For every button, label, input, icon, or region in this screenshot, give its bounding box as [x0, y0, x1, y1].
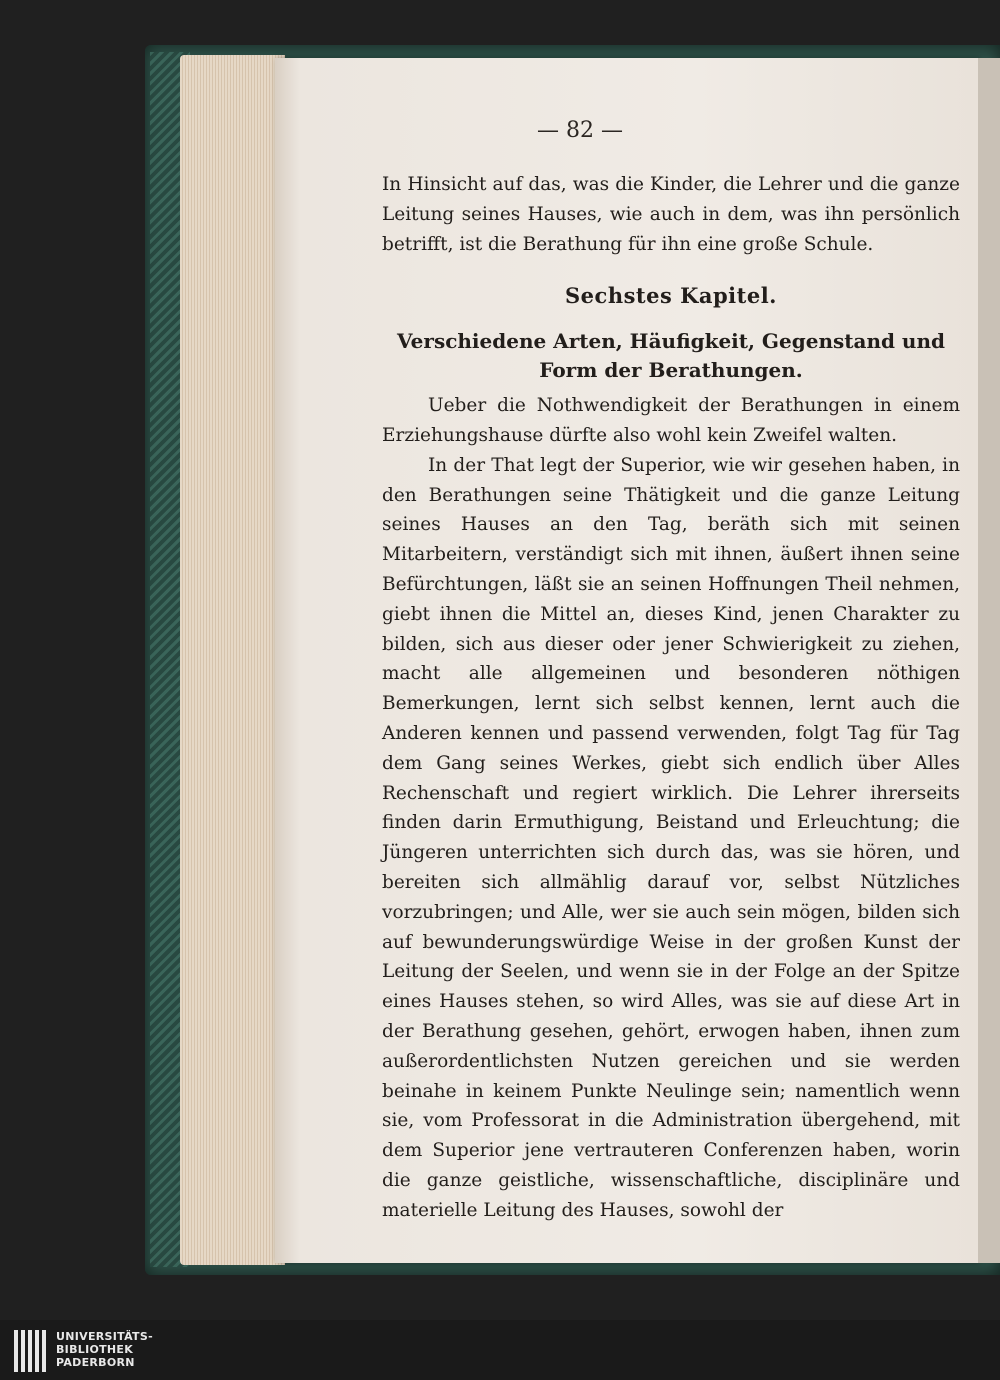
- chapter-title: Sechstes Kapitel.: [565, 283, 777, 309]
- paragraph-1: Ueber die Nothwendigkeit der Berathungen in einem Erziehungshause dürfte also wohl kein Zweifel walten.: [382, 395, 960, 446]
- page-number: — 82 —: [537, 118, 623, 143]
- library-logo-text: [56, 1330, 153, 1369]
- page-stack-edges: [180, 55, 285, 1265]
- logo-line-3: PADERBORN: [56, 1356, 135, 1369]
- logo-line-1: UNIVERSITÄTS-: [56, 1330, 153, 1343]
- logo-line-2: BIBLIOTHEK: [56, 1343, 134, 1356]
- library-logo-icon: [14, 1330, 50, 1372]
- paragraph-2: In der That legt der Superior, wie wir gesehen haben, in den Berathungen seine Thätigkeit und die ganze Leitung seines Hauses an den Tag, beräth sich mit seinen Mitarbeitern, verständigt sich mit ihnen, äußert ihnen seine Befürchtungen, läßt sie an seinen Hoffnungen Theil nehmen, giebt ihnen die Mittel an, dieses Kind, jenen Charakter zu bilden, sich aus dieser oder jener Schwierigkeit zu ziehen, macht alle allgemeinen und besonderen nöthigen Bemerkungen, lernt sich selbst kennen, lernt auch die Anderen kennen und passend verwenden, folgt Tag für Tag dem Gang seines Werkes, giebt sich endlich über Alles Rechenschaft und regiert wirklich. Die Lehrer ihrerseits finden darin Ermuthigung, Beistand und Erleuchtung; die Jüngeren unterrichten sich durch das, was sie hören, und bereiten sich allmählig darauf vor, selbst Nützliches vorzubringen; und Alle, wer sie auch sein mögen, bilden sich auf bewunderungswürdige Weise in der großen Kunst der Leitung der Seelen, und wenn sie in der Folge an der Spitze eines Hauses stehen, so wird Alles, was sie auf diese Art in der Berathung gesehen, gehört, erwogen haben, ihnen zum außerordentlichsten Nutzen gereichen und sie werden beinahe in keinem Punkte Neulinge sein; namentlich wenn sie, vom Professorat in die Administration übergehend, mit dem Superior jene vertrauteren Conferenzen haben, worin die ganze geistliche, wissenschaftliche, disciplinäre und materielle Leitung des Hauses, sowohl der: [382, 454, 960, 1221]
- intro-paragraph: In Hinsicht auf das, was die Kinder, die Lehrer und die ganze Leitung seines Hauses, wie auch in dem, was ihn persönlich betrifft, ist die Berathung für ihn eine große Schule.: [382, 174, 960, 255]
- page-right-edge: [978, 58, 1000, 1263]
- page-text: [382, 170, 960, 1226]
- section-heading: Verschiedene Arten, Häufigkeit, Gegenstand und Form der Berathungen.: [397, 329, 945, 383]
